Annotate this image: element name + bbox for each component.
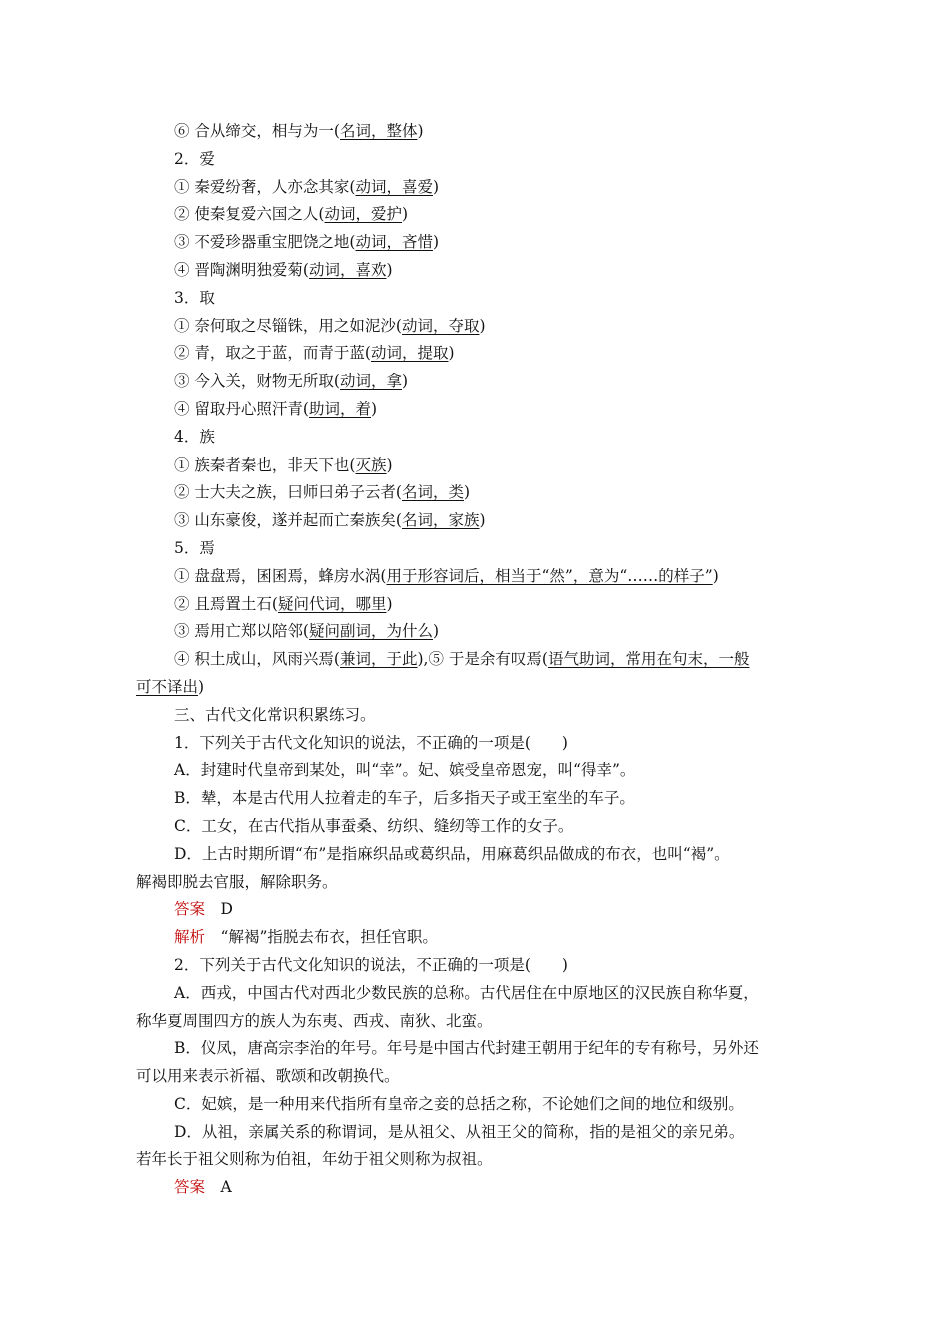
analysis-label: 解析 bbox=[174, 928, 206, 947]
question-1-option-d-cont: 解褐即脱去官服，解除职务。 bbox=[136, 872, 338, 891]
sentence-close: ) bbox=[479, 316, 486, 335]
question-2-option-a-cont: 称华夏周围四方的族人为东夷、西戎、南狄、北蛮。 bbox=[136, 1011, 493, 1030]
answer-label: 答案 bbox=[174, 1178, 206, 1197]
sentence-close: ) bbox=[386, 594, 393, 613]
sentence-2-4 bbox=[136, 257, 816, 285]
sentence-text-5: ),⑤ 于是余有叹焉( bbox=[417, 650, 548, 669]
question-2-stem: 2．下列关于古代文化知识的说法，不正确的一项是( ) bbox=[174, 955, 568, 974]
sentence-3-1 bbox=[136, 313, 816, 341]
question-1-answer bbox=[136, 896, 816, 924]
sentence-2-2 bbox=[136, 201, 816, 229]
text-column bbox=[136, 118, 816, 1202]
sentence-text: ④ 积土成山，风雨兴焉( bbox=[174, 650, 340, 669]
sentence-3-4 bbox=[136, 396, 816, 424]
sentence-answer: 动词，夺取 bbox=[401, 316, 480, 335]
sentence-answer: 动词，爱护 bbox=[324, 205, 402, 224]
answer-label: 答案 bbox=[174, 900, 206, 919]
sentence-text: ③ 山东豪俊，遂并起而亡秦族矣( bbox=[174, 511, 402, 530]
sentence-4-2 bbox=[136, 479, 816, 507]
question-1-option-d: D．上古时期所谓“布”是指麻织品或葛织品，用麻葛织品做成的布衣，也叫“褐”。 bbox=[174, 844, 730, 863]
analysis-text: “解褐”指脱去布衣，担任官职。 bbox=[220, 928, 438, 947]
sentence-text: ② 青，取之于蓝，而青于蓝( bbox=[174, 344, 371, 363]
question-2-option-b-cont: 可以用来表示祈福、歌颂和改朝换代。 bbox=[136, 1067, 400, 1086]
sentence-close: ) bbox=[433, 622, 440, 641]
sentence-text: ③ 焉用亡郑以陪邻( bbox=[174, 622, 309, 641]
sentence-answer-5: 语气助词，常用在句末，一般 bbox=[547, 650, 750, 669]
sentence-2-1 bbox=[136, 174, 816, 202]
heading-yan: 5．焉 bbox=[174, 538, 215, 557]
question-1-option-c: C．工女，在古代指从事蚕桑、纺织、缝纫等工作的女子。 bbox=[174, 816, 574, 835]
sentence-text: ① 秦爱纷奢，人亦念其家( bbox=[174, 177, 356, 196]
sentence-close: ) bbox=[712, 566, 719, 585]
sentence-text: ④ 留取丹心照汗青( bbox=[174, 399, 309, 418]
sentence-text: ① 盘盘焉，囷囷焉，蜂房水涡( bbox=[174, 566, 387, 585]
sentence-2-3 bbox=[136, 229, 816, 257]
sentence-3-2 bbox=[136, 340, 816, 368]
sentence-5-3 bbox=[136, 618, 816, 646]
sentence-text: ④ 晋陶渊明独爱菊( bbox=[174, 260, 309, 279]
sentence-text: ③ 今入关，财物无所取( bbox=[174, 372, 340, 391]
question-2-option-d: D．从祖，亲属关系的称谓词，是从祖父、从祖王父的简称，指的是祖父的亲兄弟。 bbox=[174, 1122, 745, 1141]
sentence-answer: 用于形容词后，相当于“然”，意为“……的样子” bbox=[386, 566, 713, 585]
sentence-answer: 兼词，于此 bbox=[339, 650, 418, 669]
sentence-close: ) bbox=[433, 177, 440, 196]
sentence-5-4-cont bbox=[136, 674, 816, 702]
sentence-answer: 动词，提取 bbox=[370, 344, 449, 363]
answer-value: D bbox=[220, 900, 233, 919]
sentence-close: ) bbox=[386, 260, 393, 279]
sentence-close: ) bbox=[417, 122, 424, 140]
sentence-answer: 助词，着 bbox=[308, 399, 371, 418]
sentence-close: ) bbox=[479, 511, 486, 530]
question-1-option-a: A．封建时代皇帝到某处，叫“幸”。妃、嫔受皇帝恩宠，叫“得幸”。 bbox=[174, 761, 636, 780]
question-1-stem: 1．下列关于古代文化知识的说法，不正确的一项是( ) bbox=[174, 733, 568, 752]
sentence-text: ② 且焉置土石( bbox=[174, 594, 278, 613]
sentence-close: ) bbox=[371, 399, 378, 418]
sentence-answer: 疑问副词，为什么 bbox=[308, 622, 433, 641]
sentence-5-2 bbox=[136, 591, 816, 619]
question-2-option-c: C．妃嫔，是一种用来代指所有皇帝之妾的总括之称，不论她们之间的地位和级别。 bbox=[174, 1094, 744, 1113]
question-2-option-a: A．西戎，中国古代对西北少数民族的总称。古代居住在中原地区的汉民族自称华夏， bbox=[174, 983, 759, 1002]
sentence-close: ) bbox=[198, 677, 205, 696]
question-2-answer bbox=[136, 1174, 816, 1202]
sentence-answer: 动词，喜爱 bbox=[355, 177, 433, 196]
sentence-5-1 bbox=[136, 563, 816, 591]
sentence-3-3 bbox=[136, 368, 816, 396]
sentence-4-1 bbox=[136, 452, 816, 480]
sentence-text: ⑥ 合从缔交，相与为一( bbox=[174, 122, 340, 140]
sentence-answer: 名词，家族 bbox=[401, 511, 480, 530]
sentence-answer: 疑问代词，哪里 bbox=[277, 594, 387, 613]
sentence-answer: 动词，拿 bbox=[339, 372, 402, 391]
question-2-option-d-cont: 若年长于祖父则称为伯祖，年幼于祖父则称为叔祖。 bbox=[136, 1150, 493, 1169]
sentence-close: ) bbox=[402, 205, 409, 224]
sentence-text: ② 使秦复爱六国之人( bbox=[174, 205, 325, 224]
question-2-option-b: B．仪凤，唐高宗李治的年号。年号是中国古代封建王朝用于纪年的专有称号，另外还 bbox=[174, 1039, 759, 1058]
sentence-4-3 bbox=[136, 507, 816, 535]
answer-value: A bbox=[220, 1178, 232, 1197]
heading-ai: 2．爱 bbox=[174, 149, 215, 168]
sentence-close: ) bbox=[433, 233, 440, 252]
heading-qu: 3．取 bbox=[174, 288, 215, 307]
sentence-answer: 名词，类 bbox=[401, 483, 464, 502]
sentence-text: ① 族秦者秦也，非天下也( bbox=[174, 455, 356, 474]
sentence-close: ) bbox=[402, 372, 409, 391]
sentence-text: ③ 不爱珍器重宝肥饶之地( bbox=[174, 233, 356, 252]
sentence-text: ① 奈何取之尽锱铢，用之如泥沙( bbox=[174, 316, 402, 335]
sentence-close: ) bbox=[386, 455, 393, 474]
sentence-answer: 灭族 bbox=[355, 455, 387, 474]
question-1-analysis bbox=[136, 924, 816, 952]
section-heading-3: 三、古代文化常识积累练习。 bbox=[174, 705, 376, 724]
sentence-text: ② 士大夫之族，曰师曰弟子云者( bbox=[174, 483, 402, 502]
sentence-answer: 动词，吝惜 bbox=[355, 233, 433, 252]
sentence-1-6 bbox=[136, 118, 816, 146]
sentence-close: ) bbox=[464, 483, 471, 502]
sentence-5-4 bbox=[136, 646, 816, 674]
question-1-option-b: B．辇，本是古代用人拉着走的车子，后多指天子或王室坐的车子。 bbox=[174, 789, 635, 808]
sentence-answer: 名词，整体 bbox=[339, 122, 418, 140]
sentence-close: ) bbox=[448, 344, 455, 363]
heading-zu: 4．族 bbox=[174, 427, 215, 446]
sentence-answer-5-cont: 可不译出 bbox=[136, 677, 199, 696]
sentence-answer: 动词，喜欢 bbox=[308, 260, 387, 279]
